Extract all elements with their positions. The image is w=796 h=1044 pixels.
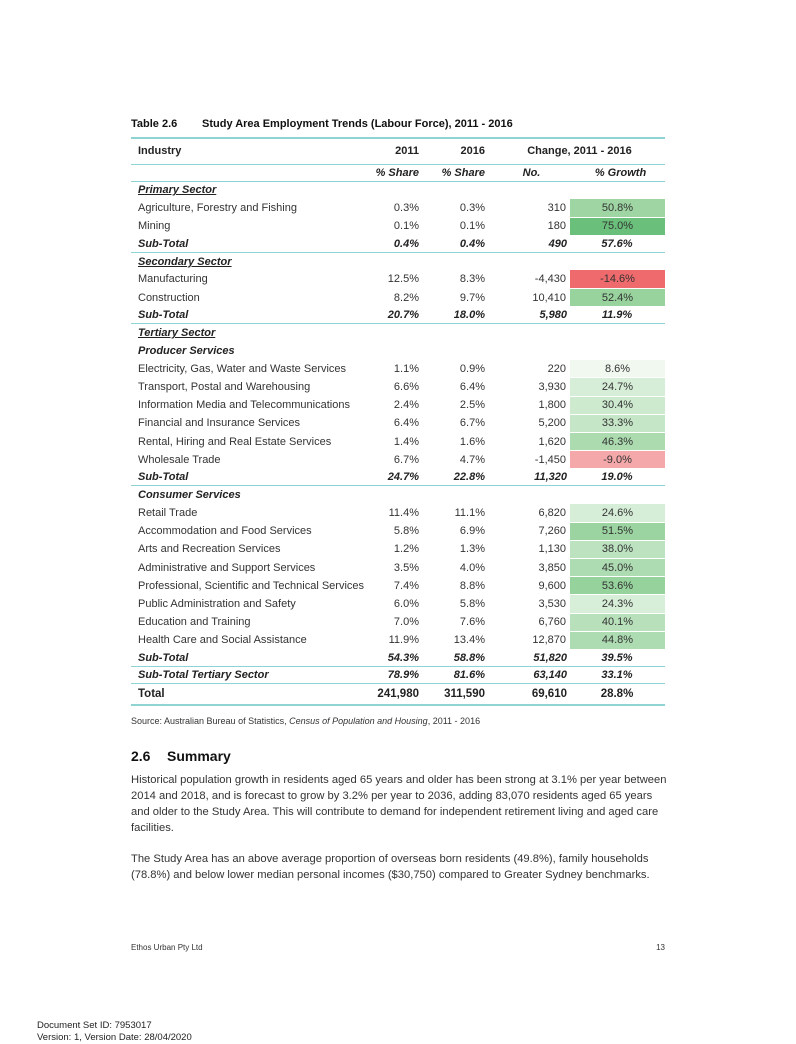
change-no-cell: 6,760 [538,616,566,629]
share-2011-cell: 7.0% [393,616,419,629]
table-row [131,433,665,451]
change-no-cell: 180 [547,220,566,233]
share-2011-cell: 20.7% [365,307,421,324]
table-row [131,577,665,595]
change-no-cell: 69,610 [487,683,569,705]
change-no-cell: 9,600 [538,579,566,592]
growth-cell: -14.6% [569,270,665,288]
footer-company: Ethos Urban Pty Ltd [131,943,203,952]
growth-cell: 57.6% [569,235,665,252]
share-2011-cell: 6.7% [393,453,419,466]
share-2016-cell: 8.3% [459,273,485,286]
source-title: Census of Population and Housing [289,716,428,726]
change-no-cell: 5,980 [487,307,569,324]
subheader-growth: % Growth [569,164,665,181]
change-no-cell: 3,930 [538,381,566,394]
share-2016-cell: 4.0% [459,561,485,574]
change-no-cell: 63,140 [487,666,569,683]
share-2011-cell: 54.3% [365,649,421,666]
industry-cell: Administrative and Support Services [138,561,316,574]
share-2016-cell: 6.7% [459,417,485,430]
share-2016-cell: 18.0% [421,307,487,324]
subheader-share-2016: % Share [421,164,487,181]
table-row [131,396,665,414]
header-industry: Industry [131,138,365,164]
table-subheader-row [131,164,665,181]
industry-cell: Professional, Scientific and Technical Services [138,579,365,592]
table-row [131,378,665,396]
document-set-info [37,1020,192,1044]
share-2011-cell: 11.9% [388,634,419,647]
document-set-id: Document Set ID: 7953017 [37,1020,152,1031]
share-2011-cell: 12.5% [387,273,419,286]
change-no-cell: 1,800 [538,399,566,412]
growth-cell: 30.4% [569,396,665,414]
share-2016-cell: 58.8% [421,649,487,666]
change-no-cell: 310 [547,202,566,215]
share-2011-cell: 0.3% [393,202,419,215]
header-2016: 2016 [421,138,487,164]
industry-cell: Health Care and Social Assistance [138,634,307,647]
share-2011-cell: 1.2% [393,543,419,556]
table-row [131,558,665,576]
sector-heading: Tertiary Sector [138,327,216,339]
share-2011-cell: 6.4% [393,417,419,430]
table-row [131,540,665,558]
section-title: Summary [167,748,231,764]
table-row [131,289,665,307]
share-2011-cell: 6.6% [393,381,419,394]
growth-cell: 50.8% [569,199,665,217]
summary-paragraph-1: Historical population growth in residents aged 65 years and older has been strong at 3.1% per year between 2014 and 2018, and is forecast to grow by 3.2% per year to 2036, adding 83,070 residents aged 65 years and older to the Study Area. This will contribute to demand for independent retirement living and aged care facilities. [131,774,667,834]
industry-cell: Arts and Recreation Services [138,543,281,556]
growth-cell: 40.1% [569,613,665,631]
share-2011-cell: 11.4% [388,506,419,519]
industry-cell: Accommodation and Food Services [138,525,312,538]
share-2016-cell: 9.7% [459,291,485,304]
table-source [131,716,480,726]
subheader-no: No. [487,164,569,181]
table-row [131,360,665,378]
share-2011-cell: 8.2% [393,291,419,304]
change-no-cell: 490 [487,235,569,252]
growth-cell: 8.6% [569,360,665,378]
table-row [131,631,665,649]
growth-cell: 52.4% [569,289,665,307]
industry-cell: Construction [138,291,200,304]
section-heading [131,748,231,764]
employment-table [131,137,665,706]
table-row [131,451,665,469]
share-2011-cell: 0.1% [393,220,419,233]
industry-cell: Agriculture, Forestry and Fishing [138,202,297,215]
growth-cell: 44.8% [569,631,665,649]
subtotal-row [131,649,665,666]
share-2016-cell: 0.4% [421,235,487,252]
share-2016-cell: 81.6% [421,666,487,683]
change-no-cell: 5,200 [538,417,566,430]
share-2016-cell: 7.6% [459,616,485,629]
share-2016-cell: 1.3% [459,543,485,556]
subheader-share-2011: % Share [365,164,421,181]
industry-cell: Education and Training [138,616,251,629]
change-no-cell: -4,430 [534,273,566,286]
share-2011-cell: 3.5% [393,561,419,574]
industry-cell: Total [131,683,365,705]
growth-cell: 24.7% [569,378,665,396]
sector-heading: Primary Sector [138,184,217,197]
share-2011-cell: 78.9% [365,666,421,683]
share-2016-cell: 0.3% [459,202,485,215]
share-2011-cell: 1.4% [393,435,419,448]
growth-cell: 24.6% [569,504,665,522]
share-2016-cell: 2.5% [459,399,485,412]
share-2016-cell: 311,590 [421,683,487,705]
industry-cell: Transport, Postal and Warehousing [138,381,311,394]
share-2011-cell: 24.7% [365,469,421,486]
growth-cell: 24.3% [569,595,665,613]
table-row [131,613,665,631]
change-no-cell: 6,820 [538,506,566,519]
header-2011: 2011 [365,138,421,164]
industry-cell: Financial and Insurance Services [138,417,301,430]
industry-cell: Information Media and Telecommunications [138,399,350,412]
industry-cell: Sub-Total [131,649,365,666]
share-2011-cell: 241,980 [365,683,421,705]
section-number: 2.6 [131,748,151,764]
summary-paragraph-2: The Study Area has an above average proportion of overseas born residents (49.8%), family households (78.8%) and below lower median personal incomes ($30,750) compared to Greater Sydney benchmarks. [131,853,650,881]
change-no-cell: 220 [547,362,566,375]
growth-cell: -9.0% [569,451,665,469]
industry-cell: Sub-Total Tertiary Sector [131,666,365,683]
table-row [131,522,665,540]
industry-cell: Rental, Hiring and Real Estate Services [138,435,332,448]
change-no-cell: 3,850 [538,561,566,574]
source-suffix: , 2011 - 2016 [427,716,481,726]
total-row [131,683,665,705]
industry-cell: Sub-Total [131,469,365,486]
subsection-row [131,486,665,504]
sector-heading: Secondary Sector [138,255,232,268]
change-no-cell: 7,260 [538,525,566,538]
growth-cell: 33.1% [569,666,665,683]
growth-cell: 45.0% [569,558,665,576]
change-no-cell: -1,450 [534,453,566,466]
growth-cell: 75.0% [569,217,665,235]
header-change: Change, 2011 - 2016 [487,138,665,164]
industry-cell: Manufacturing [138,273,208,286]
share-2016-cell: 4.7% [459,453,485,466]
table-row [131,270,665,288]
change-no-cell: 3,530 [538,597,566,610]
share-2016-cell: 5.8% [459,597,485,610]
table-title-text: Study Area Employment Trends (Labour Force), 2011 - 2016 [202,118,513,130]
growth-cell: 19.0% [569,469,665,486]
share-2016-cell: 1.6% [459,435,485,448]
subtotal-row [131,469,665,486]
share-2016-cell: 8.8% [459,579,485,592]
subsection-row [131,342,665,360]
share-2016-cell: 0.9% [459,362,485,375]
change-no-cell: 12,870 [532,634,566,647]
change-no-cell: 1,620 [538,435,566,448]
services-heading: Consumer Services [138,489,241,502]
industry-cell: Electricity, Gas, Water and Waste Services [138,362,347,375]
page-number: 13 [656,943,665,952]
share-2011-cell: 0.4% [365,235,421,252]
share-2011-cell: 2.4% [393,399,419,412]
share-2011-cell: 1.1% [393,362,419,375]
share-2016-cell: 0.1% [459,220,485,233]
section-row [131,181,665,199]
growth-cell: 53.6% [569,577,665,595]
subtotal-row [131,235,665,252]
subtotal-row [131,666,665,683]
industry-cell: Mining [138,220,171,233]
table-body [131,181,665,705]
share-2016-cell: 11.1% [454,506,485,519]
growth-cell: 38.0% [569,540,665,558]
share-2016-cell: 6.4% [459,381,485,394]
table-row [131,504,665,522]
industry-cell: Sub-Total [131,235,365,252]
section-row [131,252,665,270]
table-row [131,414,665,432]
section-row [131,324,665,342]
table-title [131,118,513,130]
growth-cell: 33.3% [569,414,665,432]
services-heading: Producer Services [138,344,235,357]
change-no-cell: 10,410 [532,291,566,304]
share-2016-cell: 22.8% [421,469,487,486]
share-2011-cell: 5.8% [393,525,419,538]
share-2016-cell: 13.4% [453,634,485,647]
table-row [131,595,665,613]
industry-cell: Public Administration and Safety [138,597,296,610]
growth-cell: 11.9% [569,307,665,324]
growth-cell: 39.5% [569,649,665,666]
document-version: Version: 1, Version Date: 28/04/2020 [37,1032,192,1043]
subtotal-row [131,307,665,324]
industry-cell: Wholesale Trade [138,453,221,466]
table-number: Table 2.6 [131,118,178,130]
growth-cell: 28.8% [569,683,665,705]
industry-cell: Sub-Total [131,307,365,324]
table-header-row [131,138,665,164]
growth-cell: 46.3% [569,433,665,451]
source-prefix: Source: Australian Bureau of Statistics, [131,716,290,726]
share-2011-cell: 6.0% [393,597,419,610]
table-row [131,217,665,235]
growth-cell: 51.5% [569,522,665,540]
table-row [131,199,665,217]
change-no-cell: 1,130 [538,543,566,556]
change-no-cell: 11,320 [487,469,569,486]
industry-cell: Retail Trade [138,506,198,519]
share-2011-cell: 7.4% [393,579,419,592]
change-no-cell: 51,820 [487,649,569,666]
share-2016-cell: 6.9% [459,525,485,538]
